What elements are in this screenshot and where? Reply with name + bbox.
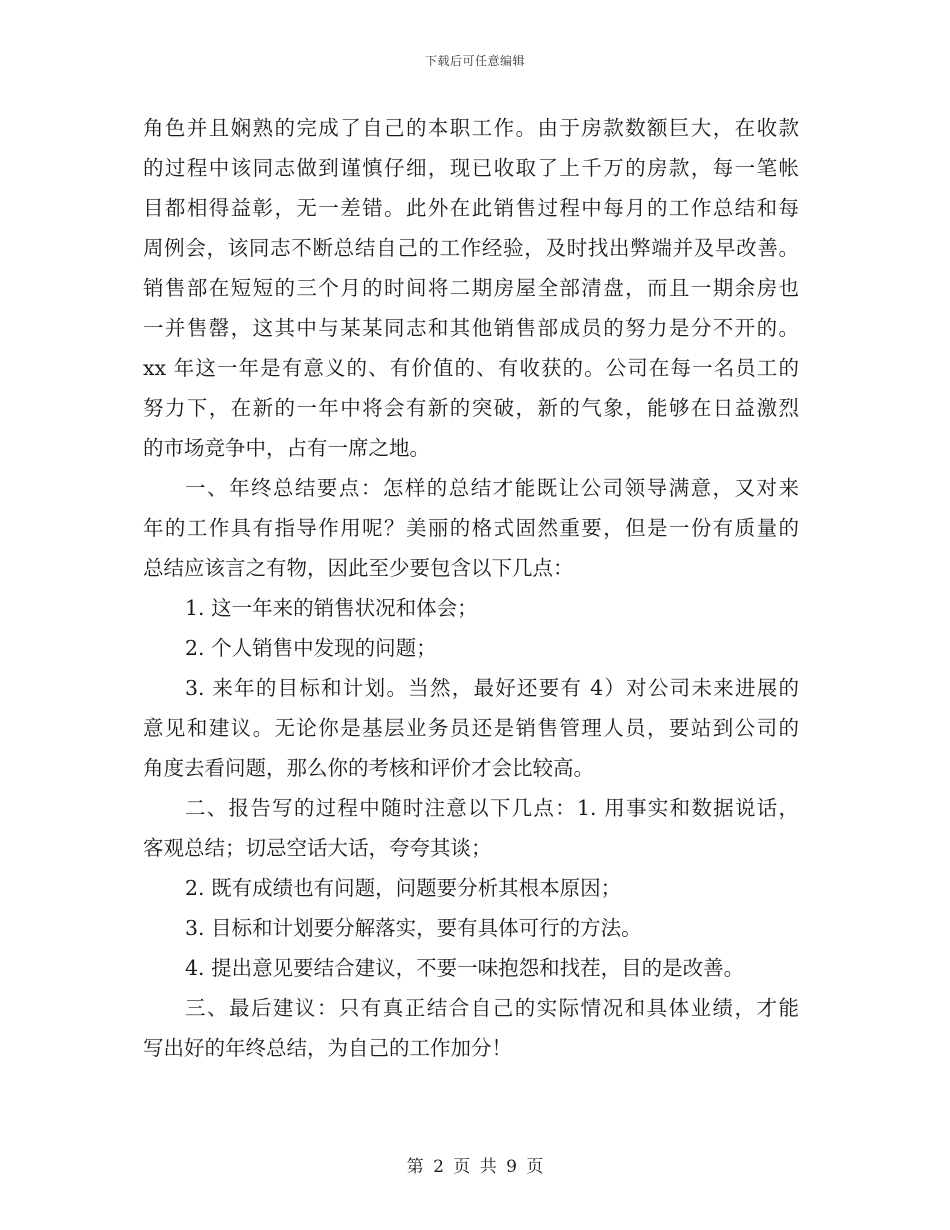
text-line: 的过程中该同志做到谨慎仔细，现已收取了上千万的房款，每一笔帐: [143, 156, 799, 180]
text-line: 意见和建议。无论你是基层业务员还是销售管理人员，要站到公司的: [143, 716, 799, 740]
section-3-heading: 三、最后建议：只有真正结合自己的实际情况和具体业绩，才能: [185, 996, 799, 1020]
list-item: 3. 来年的目标和计划。当然，最好还要有 4）对公司未来进展的: [185, 676, 799, 700]
text-line: 年的工作具有指导作用呢？美丽的格式固然重要，但是一份有质量的: [143, 516, 799, 540]
text-line: 一并售罄，这其中与某某同志和其他销售部成员的努力是分不开的。: [143, 316, 799, 340]
section-2-heading: 二、报告写的过程中随时注意以下几点：1. 用事实和数据说话，: [185, 796, 799, 820]
text-line: 努力下，在新的一年中将会有新的突破，新的气象，能够在日益激烈: [143, 396, 799, 420]
list-item: 2. 个人销售中发现的问题；: [185, 636, 437, 660]
text-line: 角色并且娴熟的完成了自己的本职工作。由于房款数额巨大，在收款: [143, 116, 799, 140]
text-line: 客观总结；切忌空话大话，夸夸其谈；: [143, 836, 492, 860]
text-line: 角度去看问题，那么你的考核和评价才会比较高。: [143, 756, 594, 780]
text-line: 周例会，该同志不断总结自己的工作经验，及时找出弊端并及早改善。: [143, 236, 799, 260]
list-item: 3. 目标和计划要分解落实，要有具体可行的方法。: [185, 916, 642, 940]
text-line: xx 年这一年是有意义的、有价值的、有收获的。公司在每一名员工的: [143, 356, 799, 380]
text-line: 的市场竞争中，占有一席之地。: [143, 436, 430, 460]
text-line: 总结应该言之有物，因此至少要包含以下几点：: [143, 556, 574, 580]
list-item: 1. 这一年来的销售状况和体会；: [185, 596, 478, 620]
page-number-footer: 第 2 页 共 9 页: [406, 1157, 544, 1177]
section-1-heading: 一、年终总结要点：怎样的总结才能既让公司领导满意，又对来: [185, 476, 799, 500]
document-body: [143, 108, 799, 1068]
list-item: 2. 既有成绩也有问题，问题要分析其根本原因；: [185, 876, 622, 900]
text-line: 销售部在短短的三个月的时间将二期房屋全部清盘，而且一期余房也: [143, 276, 799, 300]
page-header: 下载后可任意编辑: [424, 54, 525, 68]
text-line: 目都相得益彰，无一差错。此外在此销售过程中每月的工作总结和每: [143, 196, 799, 220]
text-line: 写出好的年终总结，为自己的工作加分！: [143, 1036, 512, 1060]
list-item: 4. 提出意见要结合建议，不要一味抱怨和找茬，目的是改善。: [185, 956, 745, 980]
